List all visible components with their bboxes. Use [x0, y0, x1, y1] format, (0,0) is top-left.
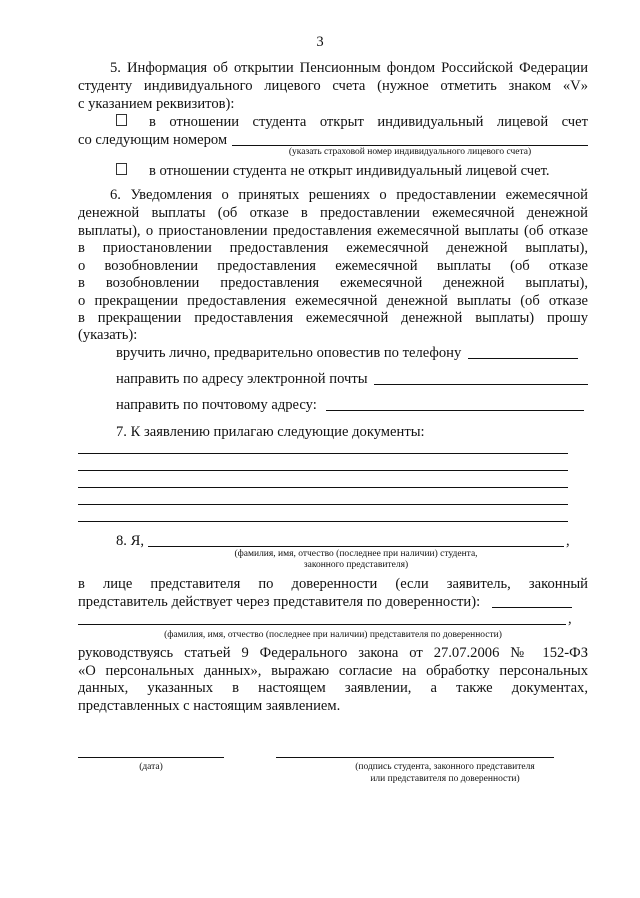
full-name-comma: ,: [566, 533, 570, 549]
option-account-opened[interactable]: [116, 114, 588, 131]
section5-line-1: 5. Информация об открытии Пенсионным фондом Российской Федерации: [110, 60, 588, 76]
full-name-caption-1: (фамилия, имя, отчество (последнее при наличии) студента,: [234, 549, 478, 559]
documents-field-1[interactable]: [78, 453, 568, 454]
consent-line-3: данных, указанных в настоящем заявлении, а также документах,: [78, 680, 588, 696]
section5-line-2: студенту индивидуального лицевого счета (нужное отметить знаком «V»: [78, 78, 588, 94]
option-email-label: направить по адресу электронной почты: [116, 371, 368, 387]
email-field[interactable]: [374, 384, 588, 385]
representative-line-1: в лице представителя по доверенности (если заявитель, законный: [78, 576, 588, 592]
phone-field[interactable]: [468, 358, 578, 359]
representative-caption: (фамилия, имя, отчество (последнее при наличии) представителя по доверенности): [164, 630, 502, 640]
page-number: 3: [316, 34, 324, 50]
full-name-field[interactable]: [148, 546, 564, 547]
representative-comma: ,: [568, 611, 572, 627]
consent-line-2: «О персональных данных», выражаю согласие на обработку персональных: [78, 663, 588, 679]
section7-title: 7. К заявлению прилагаю следующие документы:: [116, 424, 425, 440]
representative-field-2[interactable]: [78, 624, 566, 625]
section6-line-2: денежной выплаты (об отказе в предоставлении ежемесячной денежной: [78, 205, 588, 221]
account-number-field[interactable]: [232, 145, 588, 146]
section5-line-3: с указанием реквизитов):: [78, 96, 235, 112]
date-field[interactable]: [78, 757, 224, 758]
signature-field[interactable]: [276, 757, 554, 758]
documents-field-4[interactable]: [78, 504, 568, 505]
account-number-caption: (указать страховой номер индивидуального лицевого счета): [288, 147, 532, 157]
section6-line-9: (указать):: [78, 327, 138, 343]
option-phone-label: вручить лично, предварительно оповестив по телефону: [116, 345, 462, 361]
full-name-caption-2: законного представителя): [303, 560, 409, 570]
section6-line-1: 6. Уведомления о принятых решениях о предоставлении ежемесячной: [110, 187, 588, 203]
section6-line-7: о прекращении предоставления ежемесячной денежной выплаты (об отказе: [78, 293, 588, 309]
signature-caption-1: (подпись студента, законного представителя: [355, 762, 535, 772]
documents-field-3[interactable]: [78, 487, 568, 488]
consent-line-4: представленных с настоящим заявлением.: [78, 698, 341, 714]
checkbox-account-not-opened[interactable]: [116, 163, 127, 175]
section8-label: 8. Я,: [116, 533, 144, 549]
representative-field-1[interactable]: [492, 607, 572, 608]
documents-field-5[interactable]: [78, 521, 568, 522]
section6-line-4: в приостановлении предоставления ежемесячной денежной выплаты),: [78, 240, 588, 256]
option-post-label: направить по почтовому адресу:: [116, 397, 317, 413]
section6-line-6: в возобновлении предоставления ежемесячной денежной выплаты),: [78, 275, 588, 291]
checkbox-account-opened[interactable]: [116, 114, 127, 126]
postal-address-field[interactable]: [326, 410, 584, 411]
section6-line-3: выплаты), о приостановлении предоставления ежемесячной выплаты (об отказе: [78, 223, 588, 239]
consent-line-1: руководствуясь статьей 9 Федерального закона от 27.07.2006 № 152-ФЗ: [78, 645, 588, 661]
signature-caption-2: или представителя по доверенности): [370, 774, 520, 784]
option-account-not-opened-label: в отношении студента не открыт индивидуальный лицевой счет.: [149, 163, 550, 179]
option-account-not-opened[interactable]: [116, 163, 550, 180]
section6-line-5: о возобновлении предоставления ежемесячной выплаты (об отказе: [78, 258, 588, 274]
representative-line-2: представитель действует через представителя по доверенности):: [78, 594, 481, 610]
option-account-number-label: со следующим номером: [78, 132, 228, 148]
date-caption: (дата): [139, 762, 163, 772]
documents-field-2[interactable]: [78, 470, 568, 471]
section6-line-8: в прекращении предоставления ежемесячной денежной выплаты) прошу: [78, 310, 588, 326]
option-account-opened-label: в отношении студента открыт индивидуальный лицевой счет: [149, 114, 588, 130]
